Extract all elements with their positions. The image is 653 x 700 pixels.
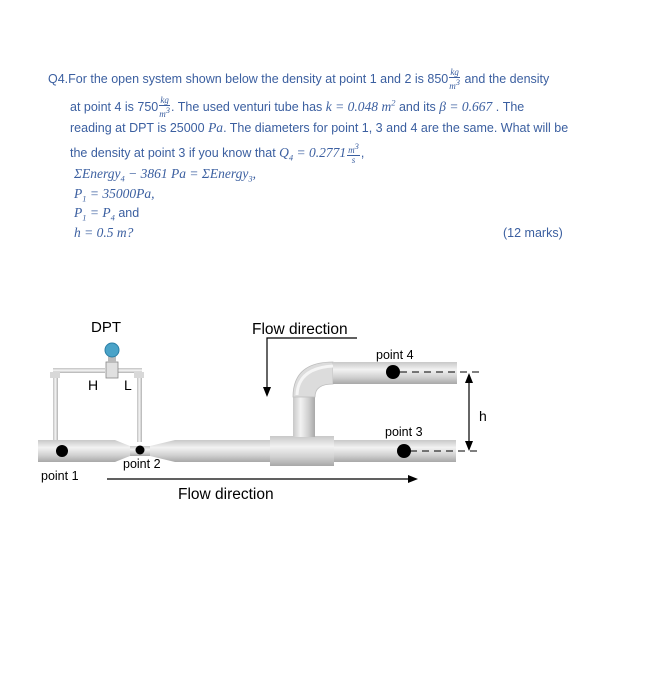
point-4-label: point 4 — [376, 348, 414, 362]
point-1-label: point 1 — [41, 469, 79, 483]
point-1-marker — [56, 445, 68, 457]
question-line-2: at point 4 is 750 $\frac{kg}{m^3}$ . The used venturi tube has k = 0.048 $m^2$ and its β = 0.667 . The — [70, 95, 525, 119]
point-3-marker — [397, 444, 411, 458]
question-line-2-end: . The — [495, 99, 525, 114]
point-4-marker — [386, 365, 400, 379]
question-line-2-mid: . The used venturi tube has — [171, 99, 323, 114]
question-line-4: the density at point 3 if you know that $Q_4 = 0.2771$ $\frac{m^3}{s}$ , — [70, 141, 365, 165]
q4-symbol: Q — [279, 144, 289, 160]
equation-energy: ΣEnergy$_4$ − 3861 Pa = ΣEnergy$_3$, — [74, 166, 256, 184]
equation-p1-p4: $P_1 = P_4$ and — [74, 205, 140, 223]
question-line-4-text: the density at point 3 if you know that — [70, 145, 276, 160]
point-2-label: point 2 — [123, 457, 161, 471]
question-number: Q4. — [48, 71, 69, 86]
main-pipe — [38, 436, 456, 466]
equation-h: h = 0.5 m? — [74, 225, 134, 240]
flow-direction-bottom-label: Flow direction — [178, 486, 274, 503]
q4-number: = 0.2771 — [296, 144, 347, 160]
unit-kg-per-m3-2: $\frac{kg}{m^3}$ — [159, 95, 171, 119]
dpt-gauge-icon — [105, 343, 119, 357]
point-2-marker — [136, 446, 145, 455]
pa-unit: Pa — [208, 120, 224, 135]
h-label: h — [479, 408, 487, 424]
k-unit: m — [381, 98, 392, 114]
question-line-3-start: reading at DPT is 25000 — [70, 121, 205, 135]
dpt-label: DPT — [91, 319, 121, 336]
flow-direction-top-label: Flow direction — [252, 321, 348, 338]
question-line-1-end: and the density — [464, 71, 550, 86]
dpt-transmitter — [105, 343, 119, 378]
unit-m3-per-s: $\frac{m^3}{s}$ — [348, 141, 359, 165]
question-line-1-text: For the open system shown below the density at point 1 and 2 is 850 — [68, 71, 449, 86]
equation-p1: $P_1 = 35000Pa$, — [74, 186, 155, 204]
unit-kg-per-m3: $\frac{kg}{m^3}$ — [449, 67, 460, 91]
k-value: k = 0.048 — [325, 98, 378, 114]
marks-label: (12 marks) — [503, 226, 563, 240]
question-line-2-text: at point 4 is 750 — [70, 99, 159, 114]
h-tap-label: H — [88, 377, 99, 393]
beta-value: β = 0.667 — [439, 98, 493, 114]
riser-pipe — [293, 362, 457, 437]
l-tap-label: L — [124, 377, 132, 393]
beta-label: and its — [398, 99, 436, 114]
point-3-label: point 3 — [385, 425, 423, 439]
question-line-3-end: . The diameters for point 1, 3 and 4 are the same. What will be — [223, 121, 569, 135]
